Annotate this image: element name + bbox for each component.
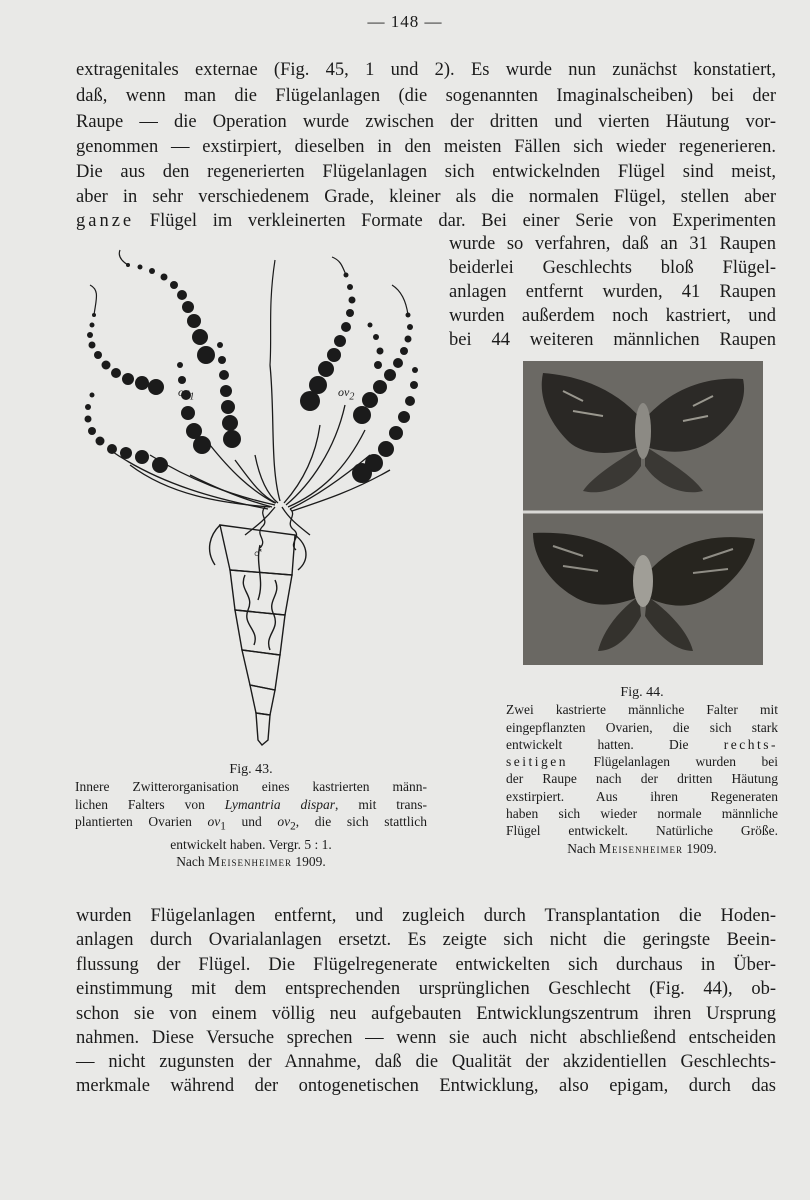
figure-44-title: Fig. 44.: [620, 685, 664, 700]
caption-line: entwickelt hatten. Die rechts-: [506, 736, 778, 752]
hermaphrodite-organs-illustration: [70, 245, 430, 760]
figure-43-caption: [75, 761, 427, 870]
caption-line: Innere Zwitterorganisation eines kastrierten männ-: [75, 779, 427, 795]
figure-44-caption: [506, 684, 778, 857]
caption-line: lichen Falters von Lymantria dispar, mit trans-: [75, 796, 427, 812]
text-line: nahmen. Diese Versuche sprechen — wenn sie auch nicht abschließend entscheiden: [76, 1028, 776, 1048]
caption-line: der Raupe nach der dritten Häutung: [506, 771, 778, 787]
text-line: wurden Flügelanlagen entfernt, und zugleich durch Transplantation die Hoden-: [76, 906, 776, 926]
text-line: anlagen entfernt wurden, 41 Raupen: [449, 282, 776, 302]
caption-line: eingepflanzten Ovarien, die sich stark: [506, 719, 778, 735]
text-line: beiderlei Geschlechts bloß Flügel-: [449, 258, 776, 278]
text-line: genommen — exstirpiert, dieselben in den meisten Fällen sich wieder regenerieren.: [76, 137, 776, 157]
caption-line: plantierten Ovarien $ov_1$ und $ov_2$, die sich stattlich: [75, 813, 427, 833]
caption-line: exstirpiert. Aus ihren Regeneraten: [506, 788, 778, 804]
text-span: Flügel im verkleinerten Formate dar. Bei einer Serie von Experimenten: [134, 211, 776, 231]
author-name: Meisenheimer: [208, 854, 293, 870]
label-ov1: $ov_1$: [178, 385, 195, 403]
figure-43-drawing: [70, 245, 430, 760]
text-line: flussung der Flügel. Die Flügelregenerate entwickelten sich durchaus in Über-: [76, 955, 776, 975]
text-line: Die aus den regenerierten Flügelanlagen sich entwickelnden Flügel sind meist,: [76, 162, 776, 182]
text-line: — nicht zugunsten der Annahme, daß die Qualität der akzidentiellen Geschlechts-: [76, 1052, 776, 1072]
male-symbol: ♂: [252, 545, 264, 562]
species-name: Lymantria dispar: [224, 796, 336, 812]
caption-line: Zwei kastrierte männliche Falter mit: [506, 702, 778, 718]
label-ov2: $ov_2$: [338, 385, 355, 403]
page-number: — 148 —: [367, 12, 443, 31]
text-line: anlagen durch Ovarialanlagen ersetzt. Es zeigte sich nicht die geringste Beein-: [76, 930, 776, 950]
caption-line: Nach Meisenheimer 1909.: [567, 840, 717, 856]
text-line: daß, wenn man die Flügelanlagen (die sogenannten Imaginalscheiben) bei der: [76, 86, 776, 106]
text-line: aber in sehr verschiedenem Grade, kleiner als die normalen Flügel, stellen aber: [76, 187, 776, 207]
moth-photographs: [523, 361, 763, 665]
text-line: merkmale während der ontogenetischen Entwicklung, also epigam, durch das: [76, 1076, 776, 1096]
text-line: extragenitales externae (Fig. 45, 1 und 2). Es wurde nun zunächst konstatiert,: [76, 60, 776, 80]
author-name: Meisenheimer: [599, 840, 684, 856]
text-line: schon sie von einem völlig neu aufgebauten Entwicklungszentrum ihren Ursprung: [76, 1004, 776, 1024]
caption-line: Nach Meisenheimer 1909.: [176, 854, 326, 870]
caption-line: haben sich wieder normale männliche: [506, 806, 778, 822]
caption-line: entwickelt haben. Vergr. 5 : 1.: [170, 836, 332, 852]
text-line: Raupe — die Operation wurde zwischen der dritten und vierten Häutung vor-: [76, 112, 776, 132]
text-line: [76, 209, 776, 233]
caption-line: seitigen Flügelanlagen wurden bei: [506, 754, 778, 770]
figure-44-photo: [523, 361, 763, 665]
caption-line: Flügel entwickelt. Natürliche Größe.: [506, 823, 778, 839]
text-line: einstimmung mit dem entsprechenden ursprünglichen Geschlecht (Fig. 44), ob-: [76, 979, 776, 999]
spaced-word: ganze: [76, 211, 135, 231]
text-line: wurden außerdem noch kastriert, und: [449, 306, 776, 326]
text-line: bei 44 weiteren männlichen Raupen: [449, 330, 776, 350]
text-line: wurde so verfahren, daß an 31 Raupen: [449, 234, 776, 254]
figure-43-title: Fig. 43.: [229, 762, 273, 777]
